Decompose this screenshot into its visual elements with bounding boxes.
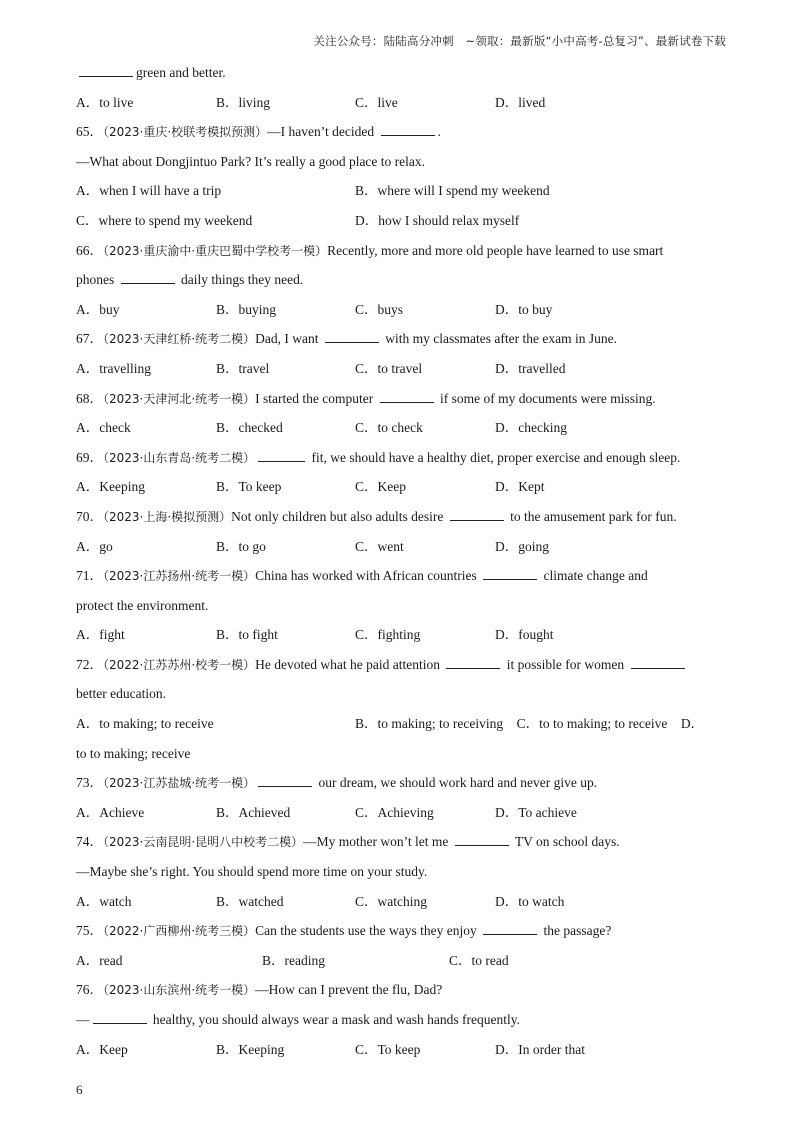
q76-dialogue: — healthy, you should always wear a mask and wash hands frequently. [76,1005,726,1035]
answer-blank [381,121,435,136]
q76-options [76,1035,726,1065]
question-source: （2023·上海·模拟预测） [103,509,232,524]
question-source: （2023·山东青岛·统考二模） [103,450,256,465]
q70-stem: 70．（2023·上海·模拟预测）Not only children but also adults desire to the amusement park for fun. [76,502,726,532]
q65-dialogue: —What about Dongjintuo Park? It’s really a good place to relax. [76,153,426,169]
answer-blank [631,654,685,669]
option-c: C．Achieving [355,804,434,820]
q68-stem: 68．（2023·天津河北·统考一模）I started the computer if some of my documents were missing. [76,384,726,414]
option-b: B．reading [262,952,325,968]
option-c: C．buys [355,301,404,317]
answer-blank [483,920,537,935]
option-b: B．To keep [216,479,282,495]
question-list [76,58,726,1064]
option-b: B．watched [216,893,284,909]
q71-options [76,620,726,650]
q65-stem: 65．（2023·重庆·校联考模拟预测）—I haven’t decided . [76,117,726,147]
option-c: C．where to spend my weekend [76,212,253,228]
option-a: A．travelling [76,360,151,376]
answer-blank [93,1009,147,1024]
option-b: B．Achieved [216,804,291,820]
q69-options [76,472,726,502]
question-source: （2023·山东滨州·统考一模） [103,983,256,998]
question-source: （2023·天津红桥·统考二模） [103,332,256,347]
q66-stem: 66．（2023·重庆渝中·重庆巴蜀中学校考一模）Recently, more and more old people have learned to use smart [76,242,664,258]
question-source: （2023·天津河北·统考一模） [103,391,256,406]
q66-stem-cont: phones daily things they need. [76,265,726,295]
question-source: （2022·广西柳州·统考三模） [103,924,256,939]
option-d: D．checking [495,420,567,436]
question-source: （2023·江苏盐城·统考一模） [103,776,256,791]
answer-blank [450,506,504,521]
q70-options [76,532,726,562]
q75-stem: 75．（2022·广西柳州·统考三模）Can the students use the ways they enjoy the passage? [76,916,726,946]
option-c: C．went [355,538,404,554]
option-d: D．how I should relax myself [355,212,520,228]
answer-blank [258,772,312,787]
q64-options [76,88,726,118]
option-a: A．Keeping [76,479,145,495]
option-c: C．Keep [355,479,406,495]
q76-stem: 76．（2023·山东滨州·统考一模）—How can I prevent the flu, Dad? [76,982,443,998]
q73-options [76,798,726,828]
option-a: A．when I will have a trip [76,183,222,199]
q72-option-d-cont: to to making; receive [76,745,191,761]
q72-stem-cont: better education. [76,686,166,702]
option-d: D．to watch [495,893,565,909]
option-c: C．To keep [355,1041,421,1057]
option-b: B．checked [216,420,283,436]
option-a: A．watch [76,893,132,909]
question-number: 65． [76,124,103,140]
question-number: 66． [76,242,103,258]
options-bcd: B．to making; to receiving C．to to making; to receive D． [355,716,705,732]
page-header: 关注公众号：陆陆高分冲刺 ~领取：最新版“小中高考-总复习”、最新试卷下载 [313,34,726,48]
page-number: 6 [76,1082,83,1097]
option-a: A．go [76,538,113,554]
q72-options-row1 [76,709,726,739]
q67-stem: 67．（2023·天津红桥·统考二模）Dad, I want with my classmates after the exam in June. [76,324,726,354]
question-number: 68． [76,390,103,406]
question-number: 67． [76,331,103,347]
option-c: C．to read [449,952,509,968]
question-source: （2023·江苏扬州·统考一模） [103,569,256,584]
question-number: 72． [76,656,103,672]
option-a: A．check [76,420,131,436]
q71-stem: 71．（2023·江苏扬州·统考一模）China has worked with African countries climate change and [76,561,726,591]
option-a: A．to making; to receive [76,716,214,732]
option-b: B．buying [216,301,277,317]
q65-options-ab [76,176,726,206]
q74-stem: 74．（2023·云南昆明·昆明八中校考二模）—My mother won’t let me TV on school days. [76,827,726,857]
option-b: B．Keeping [216,1041,285,1057]
option-d: D．lived [495,94,546,110]
option-d: D．Kept [495,479,545,495]
answer-blank [325,328,379,343]
option-b: B．to go [216,538,266,554]
question-source: （2023·重庆渝中·重庆巴蜀中学校考一模） [103,243,328,258]
option-a: A．buy [76,301,120,317]
option-b: B．travel [216,360,270,376]
option-a: A．fight [76,627,125,643]
option-a: A．to live [76,94,134,110]
q75-options [76,946,726,976]
q71-stem-cont: protect the environment. [76,597,209,613]
answer-blank [380,388,434,403]
option-d: D．To achieve [495,804,577,820]
option-c: C．live [355,94,398,110]
question-number: 75． [76,923,103,939]
q73-stem: 73．（2023·江苏盐城·统考一模） our dream, we should work hard and never give up. [76,768,726,798]
option-a: A．Achieve [76,804,145,820]
question-source: （2022·江苏苏州·校考一模） [103,657,256,672]
answer-blank [455,831,509,846]
option-b: B．to fight [216,627,278,643]
answer-blank [483,565,537,580]
answer-blank [446,654,500,669]
option-d: D．fought [495,627,554,643]
option-c: C．to check [355,420,423,436]
option-b: B．where will I spend my weekend [355,183,550,199]
question-number: 70． [76,508,103,524]
answer-blank [79,62,133,77]
option-d: D．to buy [495,301,553,317]
q69-stem: 69．（2023·山东青岛·统考二模） fit, we should have a healthy diet, proper exercise and enough sleep. [76,443,726,473]
option-c: C．watching [355,893,427,909]
q74-options [76,887,726,917]
option-c: C．fighting [355,627,421,643]
q74-dialogue: —Maybe she’s right. You should spend more time on your study. [76,864,428,880]
option-c: C．to travel [355,360,423,376]
option-a: A．Keep [76,1041,128,1057]
q72-stem: 72．（2022·江苏苏州·校考一模）He devoted what he paid attention it possible for women [76,650,726,680]
option-a: A．read [76,952,123,968]
option-d: D．going [495,538,549,554]
option-d: D．travelled [495,360,566,376]
q68-options [76,413,726,443]
question-number: 71． [76,568,103,584]
question-source: （2023·重庆·校联考模拟预测） [103,125,268,140]
q64-stem-tail: green and better. [76,58,726,88]
question-source: （2023·云南昆明·昆明八中校考二模） [103,835,304,850]
question-number: 73． [76,775,103,791]
option-d: D．In order that [495,1041,585,1057]
answer-blank [121,269,175,284]
answer-blank [258,447,305,462]
q66-options [76,295,726,325]
question-number: 69． [76,449,103,465]
question-number: 74． [76,834,103,850]
q67-options [76,354,726,384]
q65-options-cd [76,206,726,236]
question-number: 76． [76,982,103,998]
option-b: B．living [216,94,271,110]
